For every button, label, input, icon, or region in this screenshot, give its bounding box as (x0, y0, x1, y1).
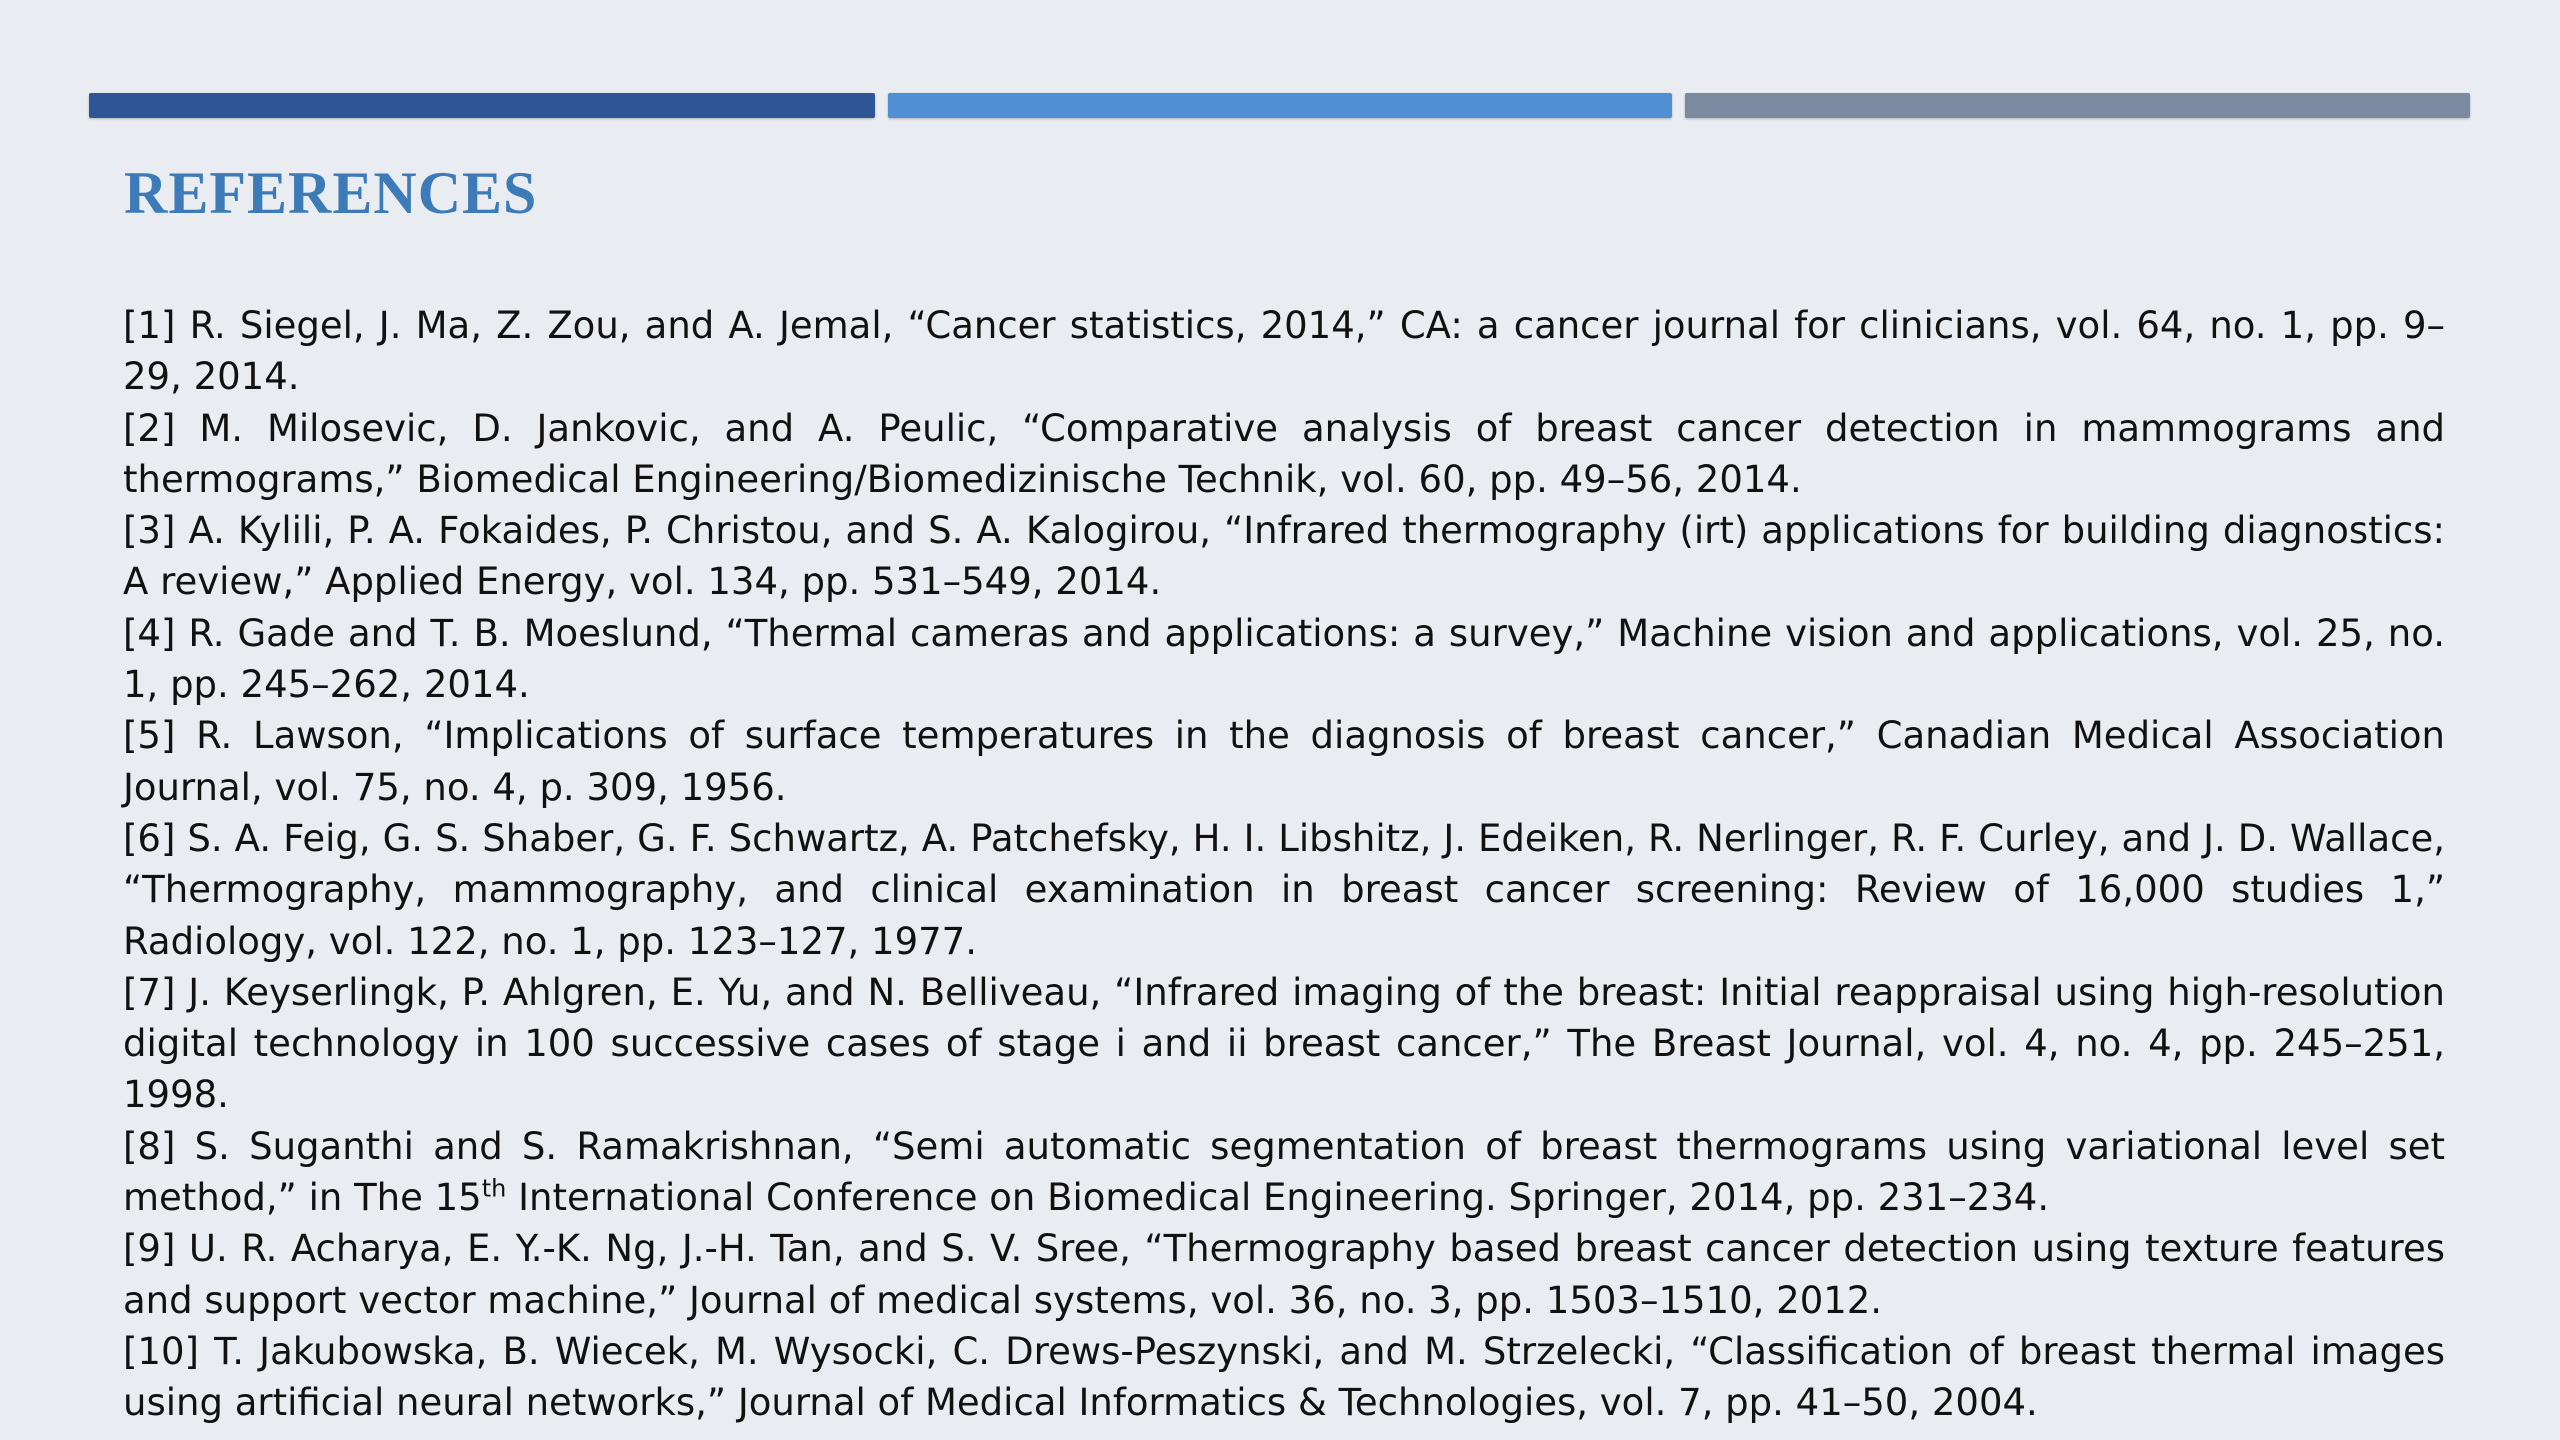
reference-label: [6] (123, 816, 176, 860)
reference-item-9 (123, 1223, 2445, 1326)
header-decoration-bars (89, 93, 2470, 118)
reference-text: R. Siegel, J. Ma, Z. Zou, and A. Jemal, “Cancer statistics, 2014,” CA: a cancer journal for clinicians, vol. 64, no. 1, pp. 9–29, 2014. (123, 304, 2446, 399)
reference-text: S. A. Feig, G. S. Shaber, G. F. Schwartz, A. Patchefsky, H. I. Libshitz, J. Edeiken, R. Nerlinger, R. F. Curley, and J. D. Wallace, “Thermography, mammography, and clinical examination in breast cancer screening: Review of 16,000 studies 1,” Radiology, vol. 122, no. 1, pp. 123–127, 1977. (123, 816, 2445, 963)
reference-text-before: S. Suganthi and S. Ramakrishnan, “Semi automatic segmentation of breast thermograms using variational level set method,” in The 15 (123, 1124, 2445, 1220)
header-bar-left (89, 93, 875, 118)
reference-label: [4] (123, 611, 176, 655)
reference-text: R. Gade and T. B. Moeslund, “Thermal cameras and applications: a survey,” Machine vision and applications, vol. 25, no. 1, pp. 245–262, 2014. (123, 611, 2445, 707)
slide-title: REFERENCES (124, 160, 538, 226)
reference-text: A. Kylili, P. A. Fokaides, P. Christou, and S. A. Kalogirou, “Infrared thermography (irt) applications for building diagnostics: A review,” Applied Energy, vol. 134, pp. 531–549, 2014. (123, 509, 2445, 604)
reference-text: T. Jakubowska, B. Wiecek, M. Wysocki, C. Drews-Peszynski, and M. Strzelecki, “Classification of breast thermal images using artificial neural networks,” Journal of Medical Informatics & Technologies, vol. 7, pp. 41–50, 2004. (123, 1329, 2445, 1425)
reference-text: M. Milosevic, D. Jankovic, and A. Peulic, “Comparative analysis of breast cancer detection in mammograms and thermograms,” Biomedical Engineering/Biomedizinische Technik, vol. 60, pp. 49–56, 2014. (123, 406, 2446, 501)
reference-item-1 (123, 300, 2445, 403)
reference-text: J. Keyserlingk, P. Ahlgren, E. Yu, and N. Belliveau, “Infrared imaging of the breast: Initial reappraisal using high-resolution digital technology in 100 successive cases of stage i and ii breast cancer,” The Breast Journal, vol. 4, no. 4, pp. 245–251, 1998. (123, 970, 2445, 1117)
reference-text: R. Lawson, “Implications of surface temperatures in the diagnosis of breast cancer,” Canadian Medical Association Journal, vol. 75, no. 4, p. 309, 1956. (123, 714, 2446, 809)
reference-item-8 (123, 1121, 2445, 1224)
reference-text-after: International Conference on Biomedical Engineering. Springer, 2014, pp. 231–234. (506, 1176, 2050, 1220)
reference-item-6 (123, 813, 2445, 967)
reference-label: [2] (123, 406, 176, 450)
reference-label: [7] (123, 970, 176, 1014)
reference-item-4 (123, 608, 2445, 711)
header-bar-middle (888, 93, 1672, 118)
reference-item-10 (123, 1326, 2445, 1429)
reference-label: [8] (123, 1124, 176, 1168)
reference-item-7 (123, 967, 2445, 1121)
ordinal-superscript: th (481, 1174, 507, 1203)
reference-label: [9] (123, 1227, 176, 1271)
reference-label: [5] (123, 714, 176, 758)
reference-list (123, 300, 2445, 1429)
reference-label: [10] (123, 1329, 199, 1373)
reference-text: U. R. Acharya, E. Y.-K. Ng, J.-H. Tan, and S. V. Sree, “Thermography based breast cancer detection using texture features and support vector machine,” Journal of medical systems, vol. 36, no. 3, pp. 1503–1510, 2012. (123, 1227, 2445, 1322)
reference-label: [1] (123, 304, 176, 347)
reference-item-3 (123, 505, 2445, 608)
reference-item-5 (123, 710, 2445, 813)
header-bar-right (1685, 93, 2470, 118)
reference-item-2 (123, 403, 2445, 506)
reference-label: [3] (123, 509, 176, 553)
